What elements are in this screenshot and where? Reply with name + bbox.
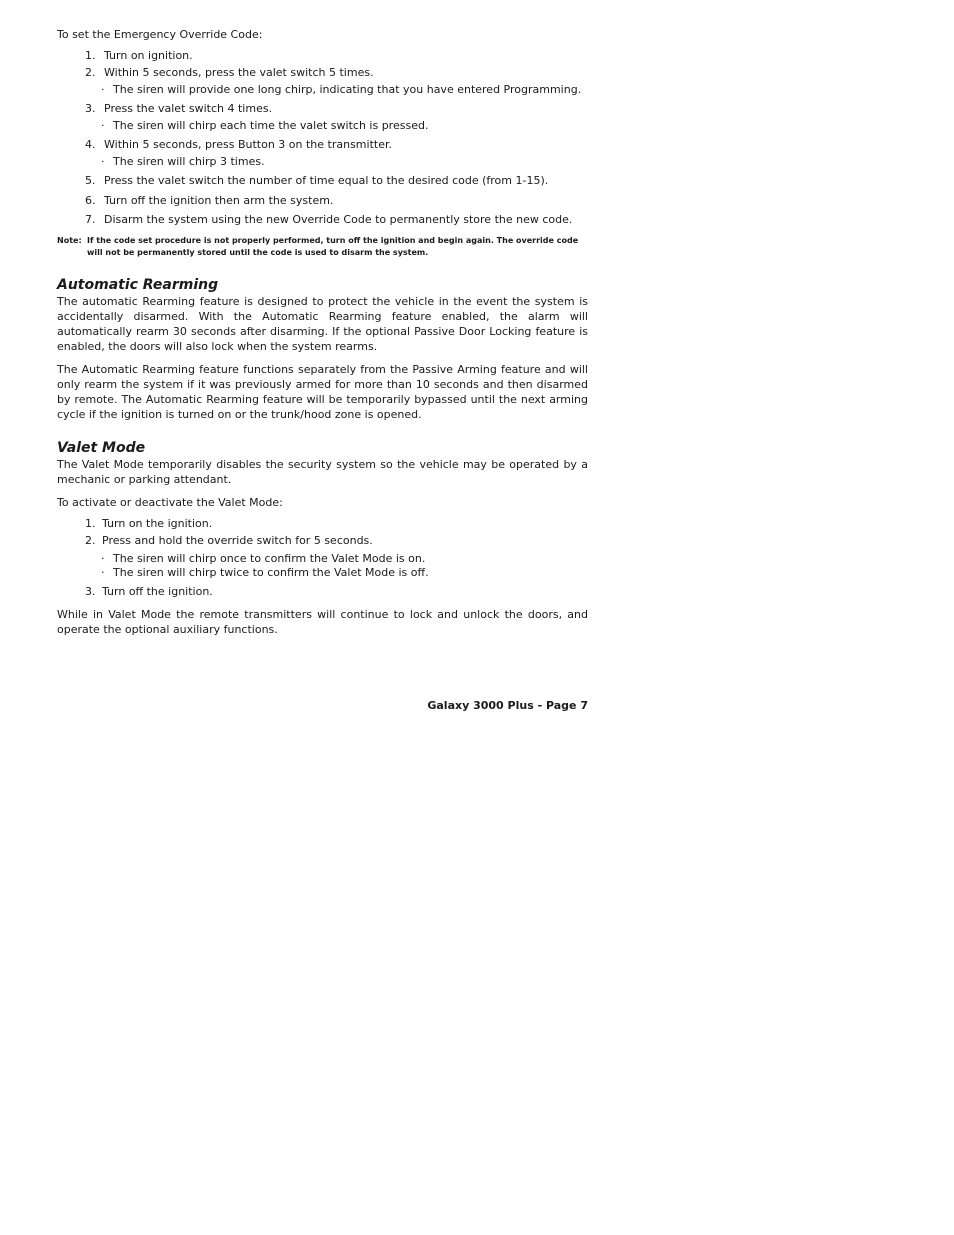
bullet-dot-icon: · — [101, 119, 105, 132]
step-text: Within 5 seconds, press the valet switch 5 times. — [104, 66, 374, 79]
valet-paragraph-2: While in Valet Mode the remote transmitters will continue to lock and unlock the doors, and operate the optional auxiliary functions. — [57, 608, 588, 636]
step-number: 1. — [85, 49, 96, 62]
override-step-3-bullets — [57, 118, 588, 133]
bullet-text: The siren will chirp twice to confirm the Valet Mode is off. — [113, 566, 429, 579]
override-note — [57, 235, 588, 259]
rearming-paragraph-1: The automatic Rearming feature is designed to protect the vehicle in the event the system is accidentally disarmed. With the Automatic Rearming feature enabled, the alarm will automatically rearm 30 seconds after disarming. If the optional Passive Door Locking feature is enabled, the doors will also lock when the system rearms. — [57, 295, 588, 353]
note-text: If the code set procedure is not properly performed, turn off the ignition and begin again. The override code will not be permanently stored until the code is used to disarm the system. — [87, 236, 579, 257]
rearming-heading: Automatic Rearming — [57, 277, 219, 293]
bullet-item — [57, 552, 588, 566]
step-text: Press the valet switch the number of time equal to the desired code (from 1-15). — [104, 174, 549, 187]
override-step-6 — [57, 193, 588, 208]
valet-step-2-bullets — [57, 552, 588, 580]
rearming-paragraph-2: The Automatic Rearming feature functions separately from the Passive Arming feature and will only rearm the system if it was previously armed for more than 10 seconds and then disarmed by remote. The Automatic Rearming feature will be temporarily bypassed until the next arming cycle if the ignition is turned on or the trunk/hood zone is opened. — [57, 363, 588, 421]
override-steps-cont — [57, 101, 588, 116]
override-step-3 — [57, 101, 588, 116]
bullet-text: The siren will chirp once to confirm the Valet Mode is on. — [113, 552, 426, 565]
valet-step-3 — [57, 584, 588, 599]
bullet-dot-icon: · — [101, 552, 105, 565]
step-text: Within 5 seconds, press Button 3 on the transmitter. — [104, 138, 392, 151]
bullet-dot-icon: · — [101, 566, 105, 579]
step-number: 7. — [85, 213, 96, 226]
bullet-item — [57, 82, 588, 97]
step-number: 2. — [85, 534, 96, 547]
page-footer: Galaxy 3000 Plus - Page 7 — [427, 699, 588, 712]
bullet-text: The siren will provide one long chirp, indicating that you have entered Programming. — [113, 83, 582, 96]
bullet-text: The siren will chirp each time the valet switch is pressed. — [113, 119, 429, 132]
valet-steps-cont — [57, 584, 588, 599]
step-text: Turn off the ignition. — [102, 585, 213, 598]
override-step-2-bullets — [57, 82, 588, 97]
override-step-4 — [57, 137, 588, 152]
bullet-dot-icon: · — [101, 155, 105, 168]
step-text: Press the valet switch 4 times. — [104, 102, 273, 115]
override-steps-cont-3 — [57, 173, 588, 227]
bullet-item — [57, 154, 588, 169]
step-number: 3. — [85, 102, 96, 115]
valet-steps — [57, 516, 588, 548]
note-label: Note: — [57, 236, 82, 245]
step-text: Press and hold the override switch for 5 seconds. — [102, 534, 373, 547]
step-number: 4. — [85, 138, 96, 151]
bullet-item — [57, 566, 588, 580]
step-number: 1. — [85, 517, 96, 530]
step-text: Turn on the ignition. — [102, 517, 213, 530]
bullet-dot-icon: · — [101, 83, 105, 96]
step-number: 6. — [85, 194, 96, 207]
valet-paragraph-1: The Valet Mode temporarily disables the security system so the vehicle may be operated by a mechanic or parking attendant. — [57, 458, 588, 486]
override-steps — [57, 48, 588, 80]
step-text: Turn on ignition. — [104, 49, 193, 62]
step-number: 3. — [85, 585, 96, 598]
step-number: 5. — [85, 174, 96, 187]
bullet-text: The siren will chirp 3 times. — [113, 155, 265, 168]
step-text: Disarm the system using the new Override Code to permanently store the new code. — [104, 213, 573, 226]
override-step-7 — [57, 212, 588, 227]
valet-step-2 — [57, 533, 588, 548]
valet-heading: Valet Mode — [57, 440, 146, 456]
override-step-5 — [57, 173, 588, 188]
override-step-4-bullets — [57, 154, 588, 169]
override-intro: To set the Emergency Override Code: — [57, 28, 263, 41]
override-steps-cont-2 — [57, 137, 588, 152]
bullet-item — [57, 118, 588, 133]
step-text: Turn off the ignition then arm the system. — [104, 194, 334, 207]
step-number: 2. — [85, 66, 96, 79]
valet-step-1 — [57, 516, 588, 531]
valet-intro: To activate or deactivate the Valet Mode: — [57, 496, 283, 509]
page-content — [57, 27, 588, 645]
override-step-1 — [57, 48, 588, 63]
override-step-2 — [57, 65, 588, 80]
